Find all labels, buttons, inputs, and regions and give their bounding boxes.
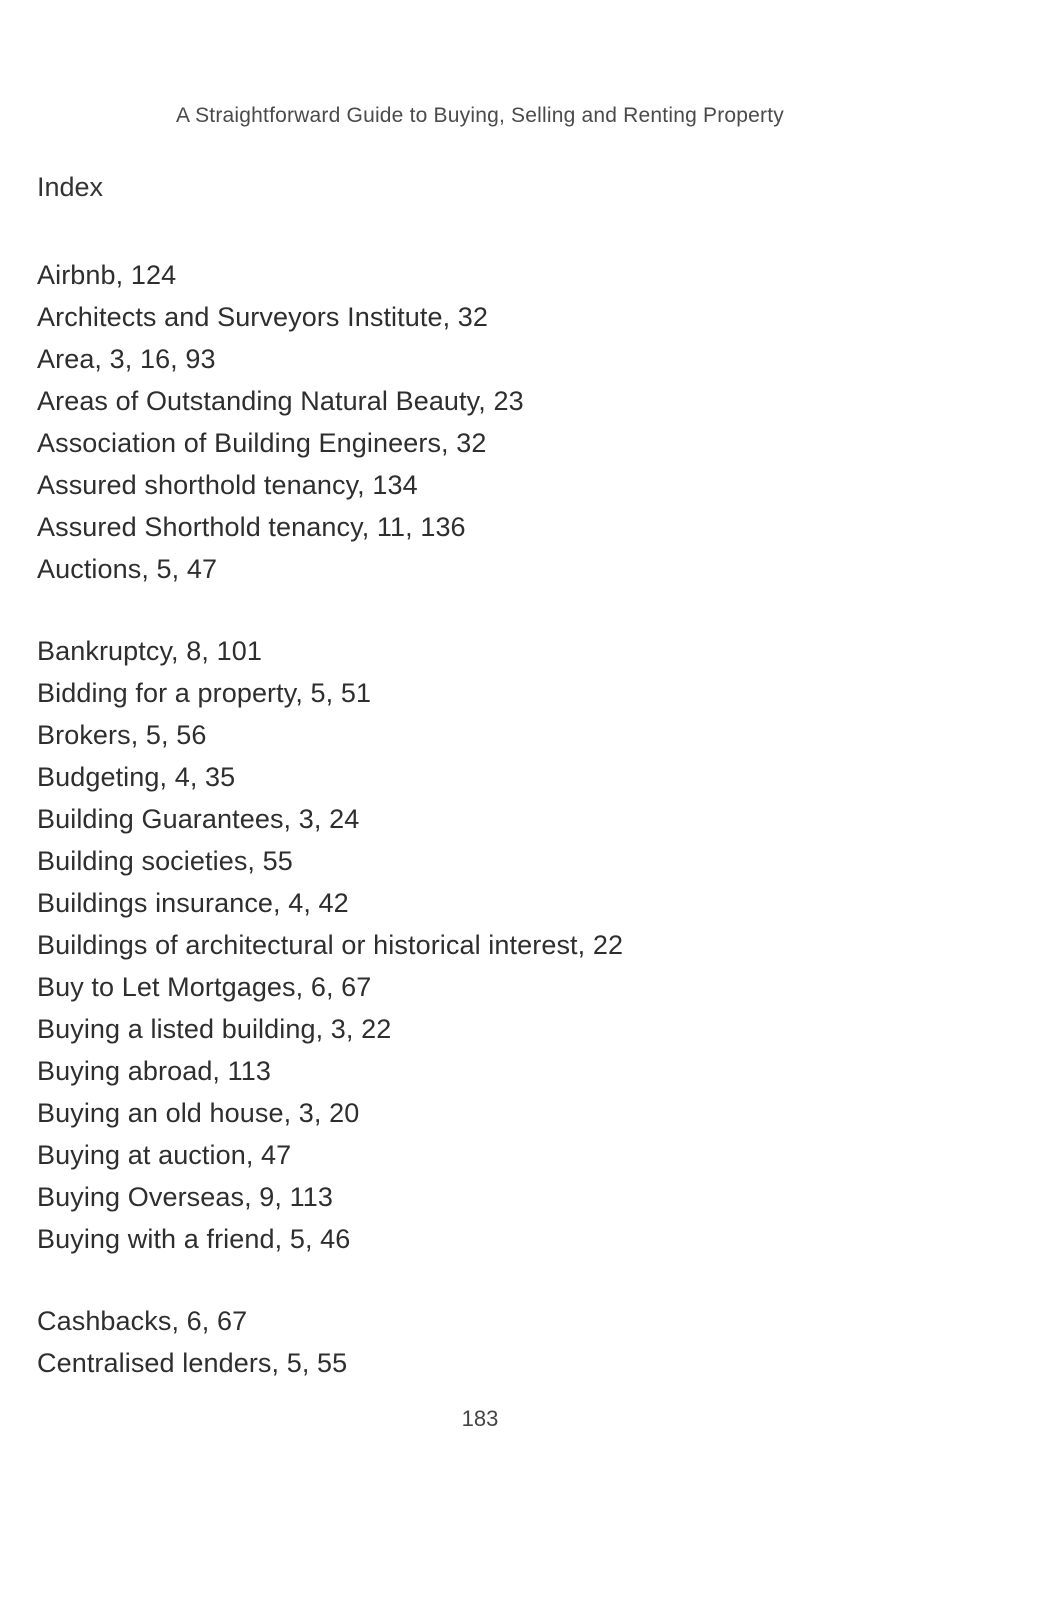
page-number: 183 (461, 1406, 499, 1431)
index-entry: Building societies, 55 (37, 846, 293, 876)
index-entry: Cashbacks, 6, 67 (37, 1306, 248, 1336)
index-entry: Areas of Outstanding Natural Beauty, 23 (37, 386, 524, 416)
index-entry: Airbnb, 124 (37, 260, 177, 290)
index-entry: Brokers, 5, 56 (37, 720, 207, 750)
index-entry: Bidding for a property, 5, 51 (37, 678, 372, 708)
index-group-c (37, 1300, 937, 1384)
index-group-b (37, 630, 937, 1260)
index-entry: Buy to Let Mortgages, 6, 67 (37, 972, 372, 1002)
index-entry: Building Guarantees, 3, 24 (37, 804, 360, 834)
index-entry: Buying at auction, 47 (37, 1140, 292, 1170)
index-entry: Buying abroad, 113 (37, 1056, 271, 1086)
index-entry: Buying Overseas, 9, 113 (37, 1182, 333, 1212)
index-entry: Area, 3, 16, 93 (37, 344, 216, 374)
index-entry: Assured shorthold tenancy, 134 (37, 470, 418, 500)
index-entry: Buying an old house, 3, 20 (37, 1098, 360, 1128)
index-entry: Bankruptcy, 8, 101 (37, 636, 262, 666)
running-header: A Straightforward Guide to Buying, Selling and Renting Property (176, 104, 784, 127)
index-entry: Buildings of architectural or historical interest, 22 (37, 930, 624, 960)
index-entry: Buildings insurance, 4, 42 (37, 888, 349, 918)
index-title: Index (37, 172, 104, 202)
index-entry: Buying a listed building, 3, 22 (37, 1014, 392, 1044)
index-group-a (37, 254, 937, 590)
index-entry: Centralised lenders, 5, 55 (37, 1348, 348, 1378)
index-entry: Auctions, 5, 47 (37, 554, 218, 584)
index-entry: Architects and Surveyors Institute, 32 (37, 302, 489, 332)
index-entry: Budgeting, 4, 35 (37, 762, 236, 792)
index-entry: Buying with a friend, 5, 46 (37, 1224, 351, 1254)
index-entry: Assured Shorthold tenancy, 11, 136 (37, 512, 466, 542)
index-entries (37, 254, 937, 1424)
index-entry: Association of Building Engineers, 32 (37, 428, 487, 458)
